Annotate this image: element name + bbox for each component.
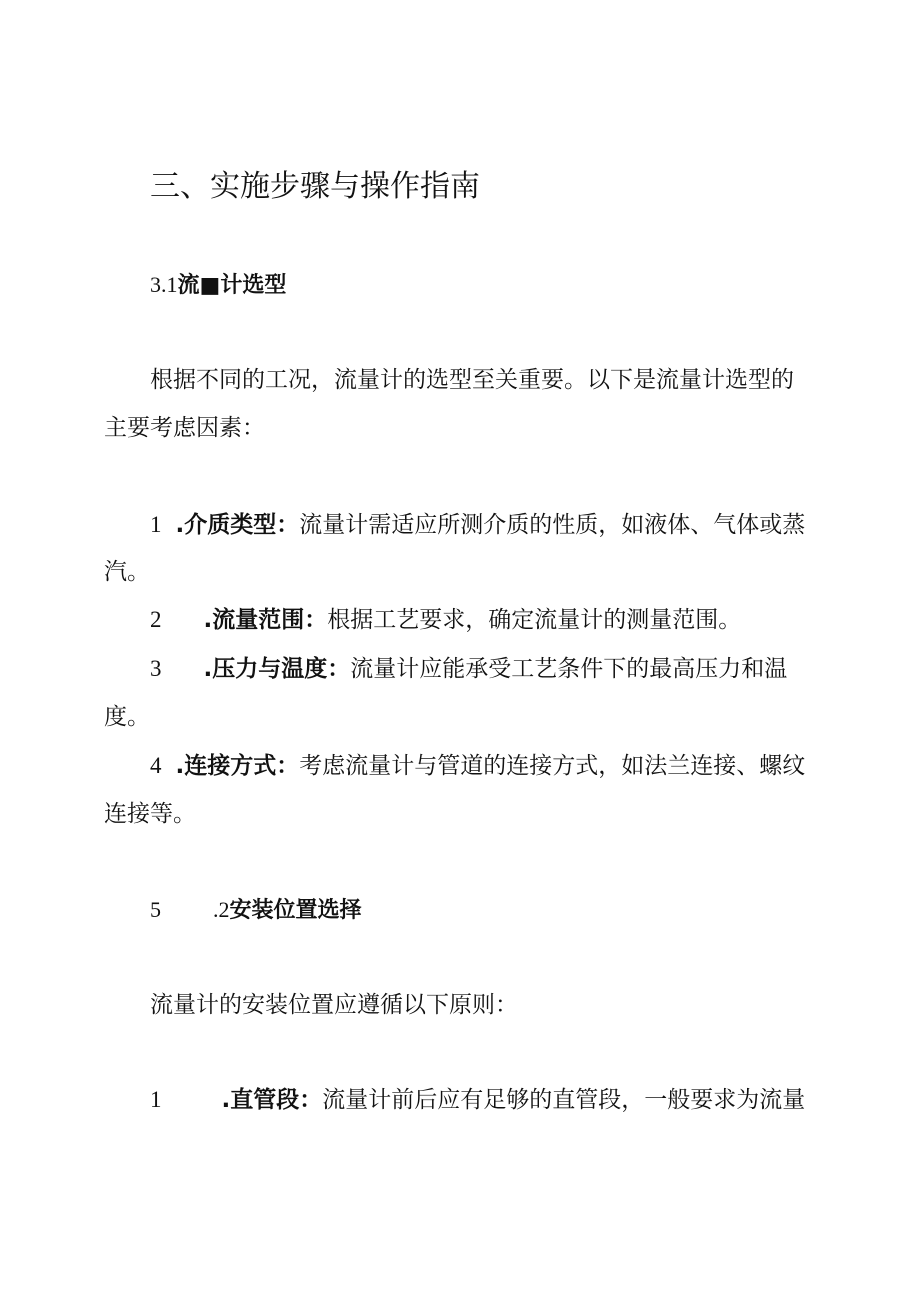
unrecognized-glyph-mark: ■ — [199, 272, 221, 298]
factor-number: 3 — [150, 656, 162, 681]
factor-number: 4 — [150, 753, 162, 778]
factor-text: 根据工艺要求，确定流量计的测量范围。 — [327, 607, 742, 633]
factor-text: 流量计应能承受工艺条件下的最高压力和温 — [350, 656, 788, 682]
factor-4-continuation: 连接等。 — [104, 801, 196, 827]
factor-label: 连接方式： — [184, 753, 300, 779]
principle-text: 流量计前后应有足够的直管段，一般要求为流量 — [322, 1087, 806, 1113]
subsection-title-part1: 流 — [177, 273, 200, 298]
subsection-heading-3-1 — [150, 270, 286, 301]
factor-label: 压力与温度： — [212, 656, 351, 682]
subsection-title: 安装位置选择 — [229, 898, 362, 923]
factor-text: 考虑流量计与管道的连接方式，如法兰连接、螺纹 — [299, 753, 806, 779]
principle-dot: . — [221, 1087, 231, 1113]
section-title: 三、实施步骤与操作指南 — [150, 169, 480, 204]
factor-1-continuation: 汽。 — [104, 559, 150, 585]
factor-item-4 — [150, 751, 805, 781]
factor-label: 介质类型： — [184, 512, 300, 538]
principle-label: 直管段： — [230, 1087, 323, 1113]
install-intro: 流量计的安装位置应遵循以下原则： — [150, 992, 518, 1018]
intro-line-2: 主要考虑因素： — [104, 415, 265, 441]
principle-item-1 — [150, 1085, 805, 1115]
subsection-prefix: .2 — [213, 897, 230, 922]
subsection-number: 3.1 — [150, 272, 178, 297]
factor-text: 流量计需适应所测介质的性质，如液体、气体或蒸 — [299, 512, 806, 538]
subsection-number: 5 — [150, 897, 161, 922]
factor-dot: . — [203, 656, 213, 682]
factor-label: 流量范围： — [212, 607, 328, 633]
factor-item-3 — [150, 654, 787, 684]
intro-line-1: 根据不同的工况，流量计的选型至关重要。以下是流量计选型的 — [150, 367, 794, 393]
subsection-heading-5-2 — [150, 895, 362, 926]
factor-number: 2 — [150, 607, 162, 632]
factor-dot: . — [203, 607, 213, 633]
factor-dot: . — [175, 753, 185, 779]
subsection-title-part2: 计选型 — [220, 273, 287, 298]
factor-dot: . — [175, 512, 185, 538]
principle-number: 1 — [150, 1087, 162, 1112]
factor-item-2 — [150, 605, 741, 635]
factor-number: 1 — [150, 512, 162, 537]
factor-3-continuation: 度。 — [104, 704, 150, 730]
factor-item-1 — [150, 510, 805, 540]
